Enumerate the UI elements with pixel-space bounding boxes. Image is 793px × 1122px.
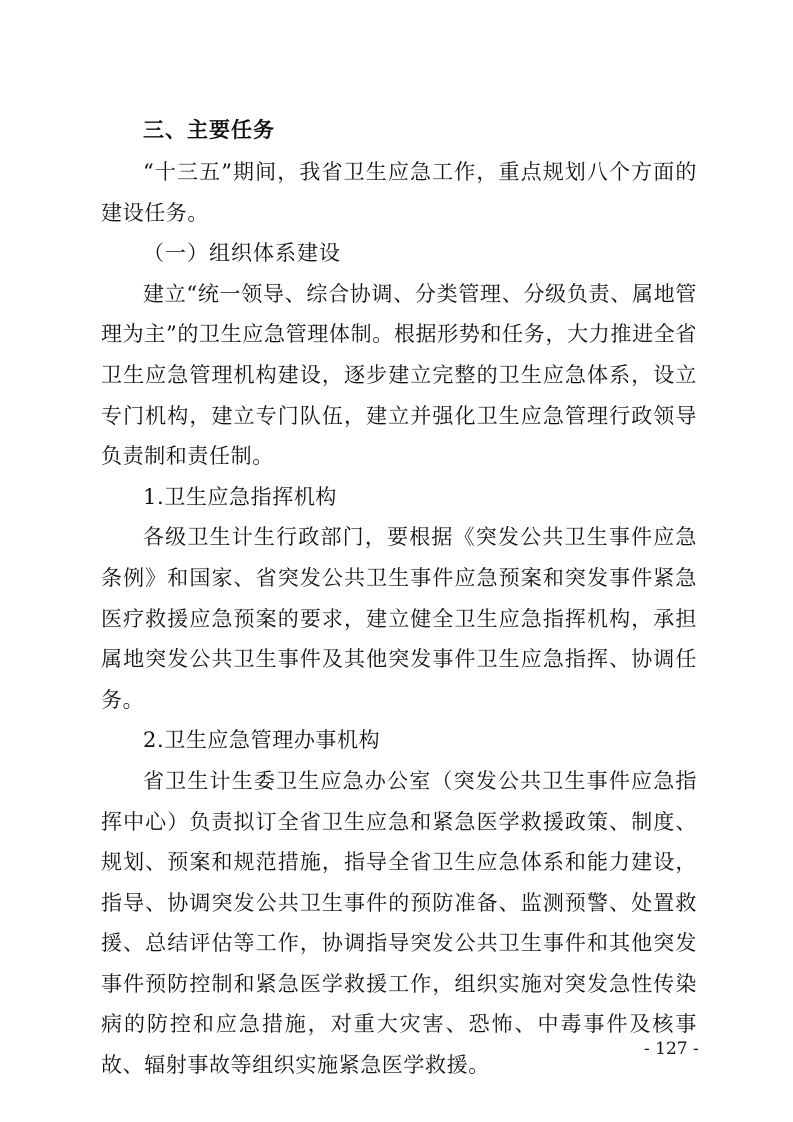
subsection-title: （一）组织体系建设 xyxy=(143,241,341,266)
item-title: 1.卫生应急指挥机构 xyxy=(143,484,338,509)
item-paragraph: 省卫生计生委卫生应急办公室（突发公共卫生事件应急指挥中心）负责拟订全省卫生应急和紧急医学救援政策、制度、规划、预案和规范措施，指导全省卫生应急体系和能力建设，指导、协调突发公共卫生事件的预防准备、监测预警、处置救援、总结评估等工作，协调指导突发公共卫生事件和其他突发事件预防控制和紧急医学救援工作，组织实施对突发急性传染病的防控和应急措施，对重大灾害、恐怖、中毒事件及核事故、辐射事故等组织实施紧急医学救援。 xyxy=(101,768,697,1078)
subsection-paragraph: 建立“统一领导、综合协调、分类管理、分级负责、属地管理为主”的卫生应急管理体制。根据形势和任务，大力推进全省卫生应急管理机构建设，逐步建立完整的卫生应急体系，设立专门机构，建立专门队伍，建立并强化卫生应急管理行政领导负责制和责任制。 xyxy=(101,281,697,469)
section-heading: 三、主要任务 xyxy=(143,118,275,142)
intro-paragraph: “十三五”期间，我省卫生应急工作，重点规划八个方面的建设任务。 xyxy=(101,160,697,225)
item-paragraph: 各级卫生计生行政部门，要根据《突发公共卫生事件应急条例》和国家、省突发公共卫生事件应急预案和突发事件紧急医疗救援应急预案的要求，建立健全卫生应急指挥机构，承担属地突发公共卫生事件及其他突发事件卫生应急指挥、协调任务。 xyxy=(101,525,697,712)
document-body xyxy=(101,152,697,1086)
page-number: - 127 - xyxy=(644,1039,699,1059)
item-title: 2.卫生应急管理办事机构 xyxy=(143,728,381,753)
